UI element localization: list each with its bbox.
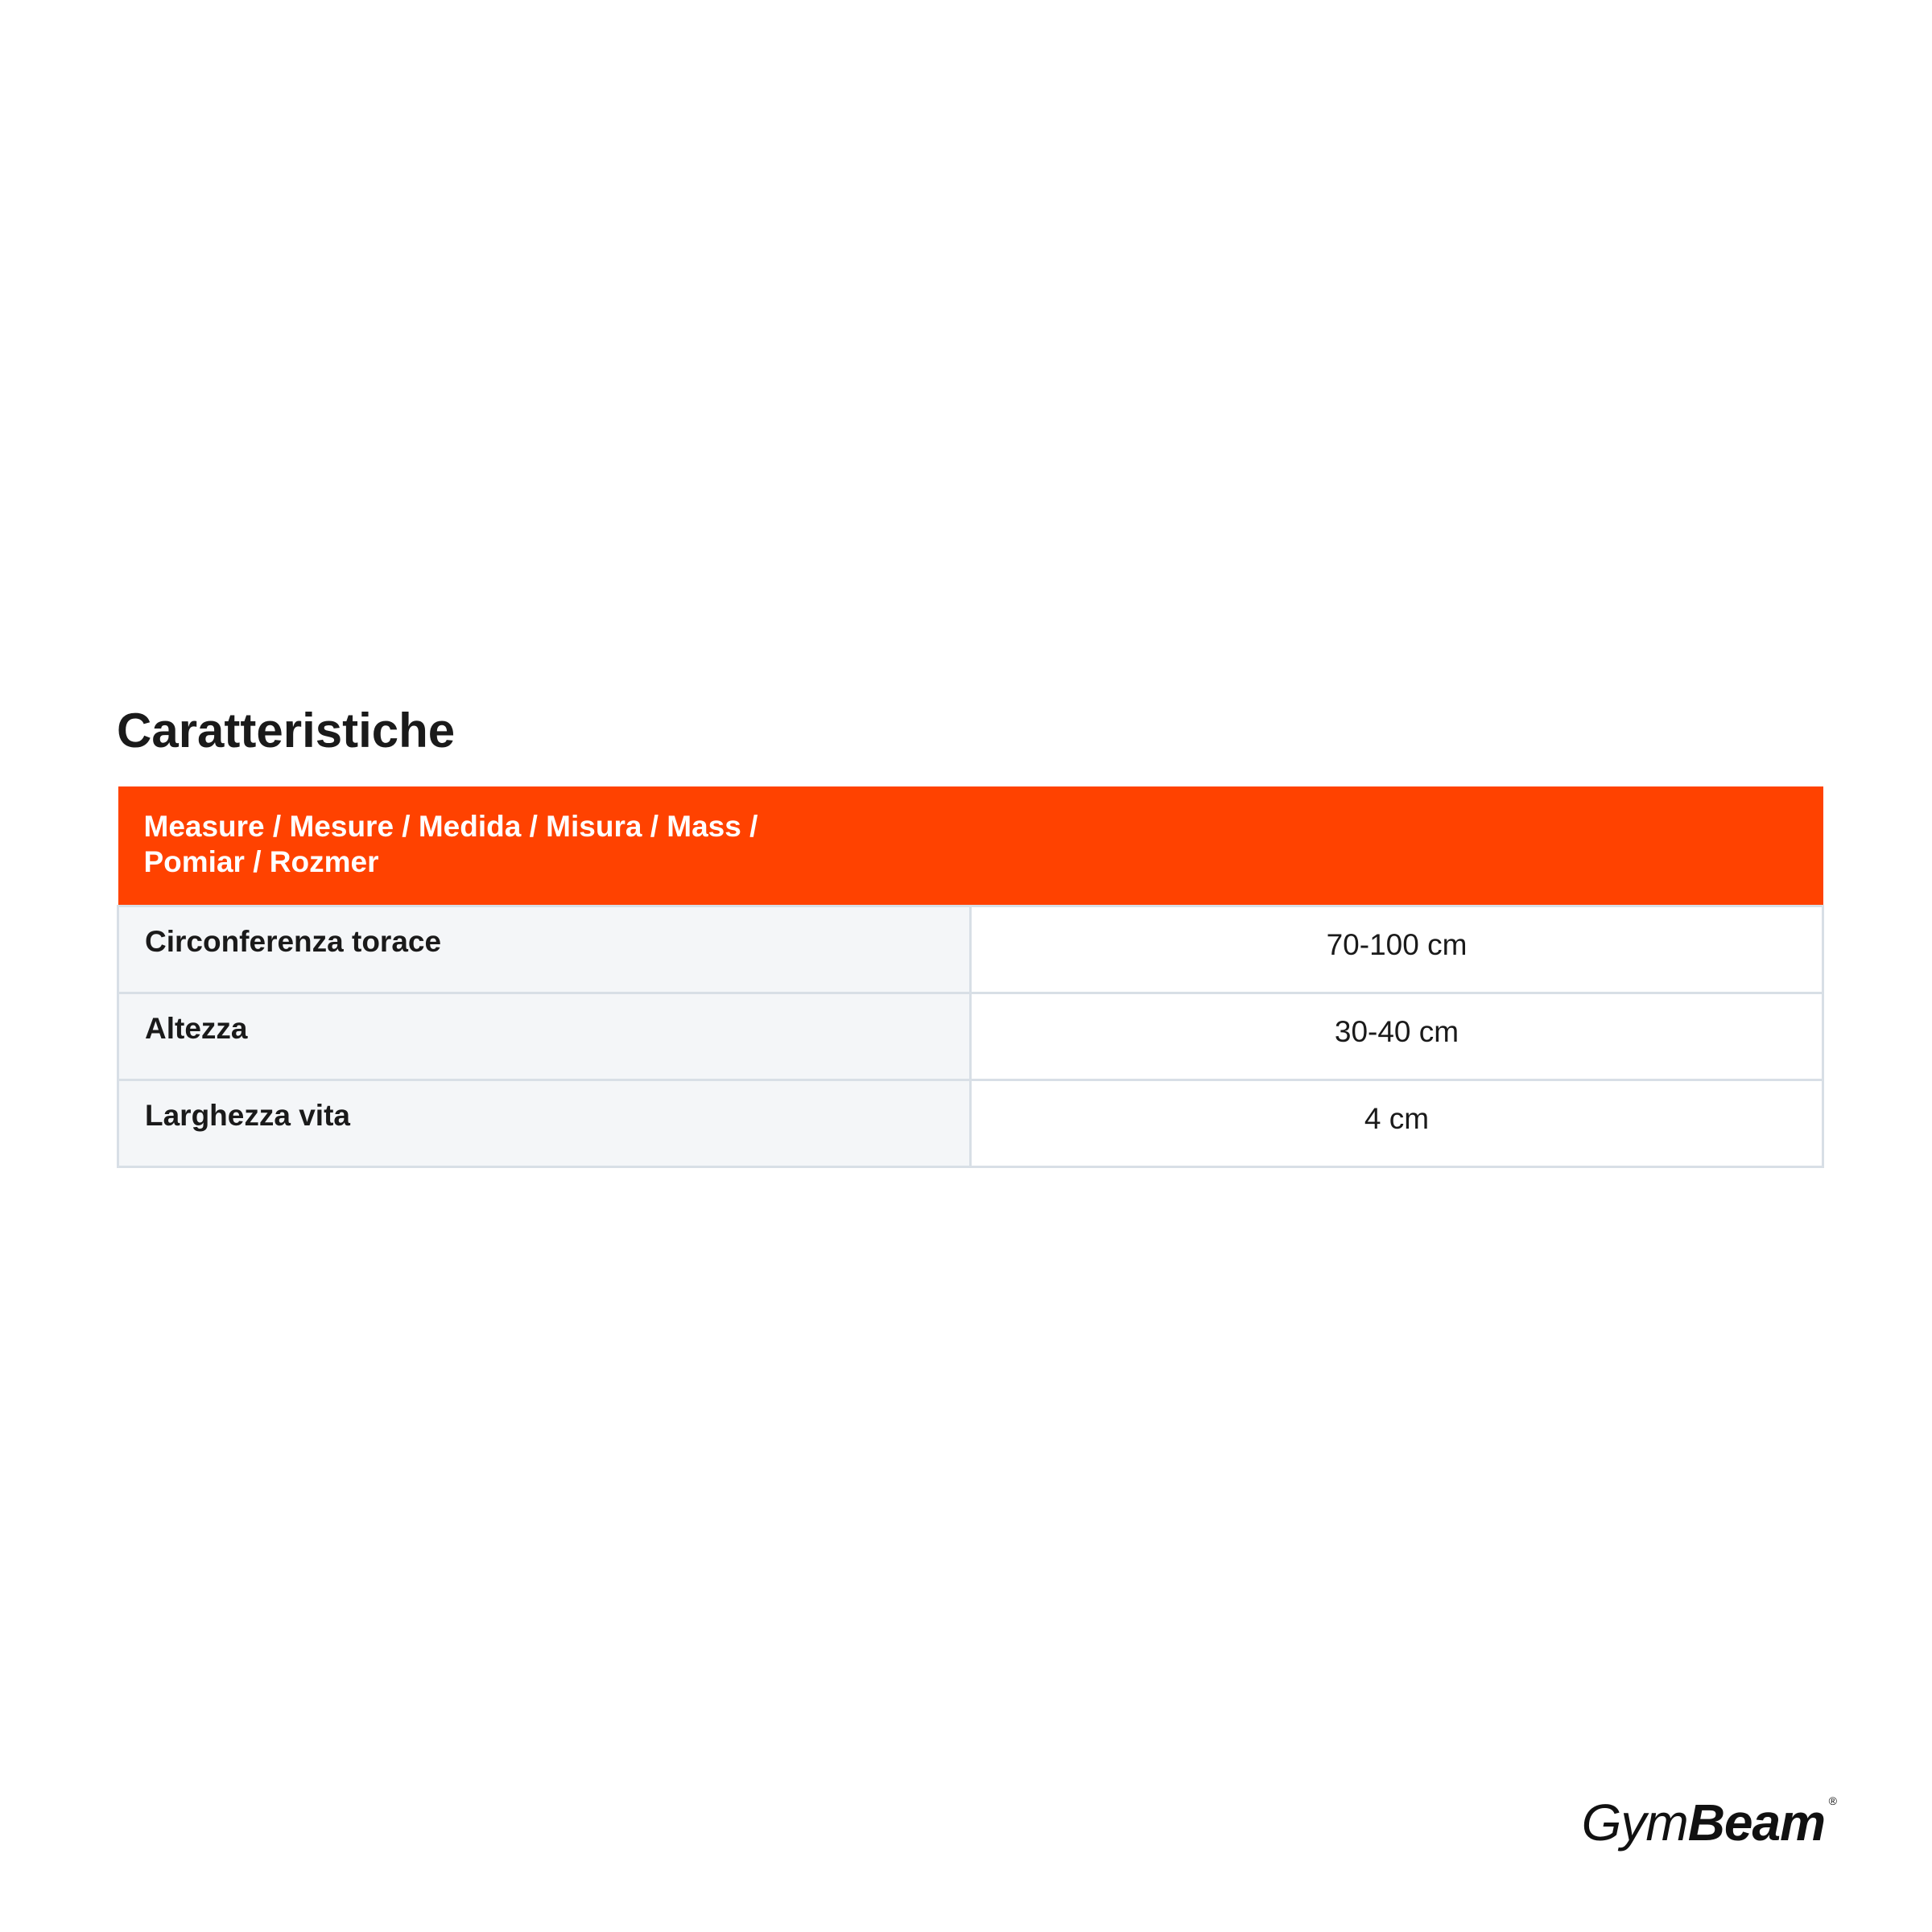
logo-text-beam: Beam [1687,1794,1825,1852]
table-header-cell [118,786,1823,906]
page-title: Caratteristiche [117,704,456,758]
gymbeam-logo [1581,1794,1836,1852]
table-header-label: Measure / Mesure / Medida / Misura / Mass / Pomiar / Rozmer [143,810,758,878]
table-row [118,1080,1823,1166]
specifications-table [117,786,1824,1168]
row-value: 4 cm [971,1080,1823,1166]
row-value: 70-100 cm [971,906,1823,993]
table-row [118,906,1823,993]
table-row [118,993,1823,1080]
row-label: Circonferenza torace [118,906,971,993]
row-label: Altezza [118,993,971,1080]
registered-mark: ® [1828,1794,1836,1807]
logo-text-gym: Gym [1581,1794,1688,1852]
table-header-row [118,786,1823,906]
row-label: Larghezza vita [118,1080,971,1166]
row-value: 30-40 cm [971,993,1823,1080]
